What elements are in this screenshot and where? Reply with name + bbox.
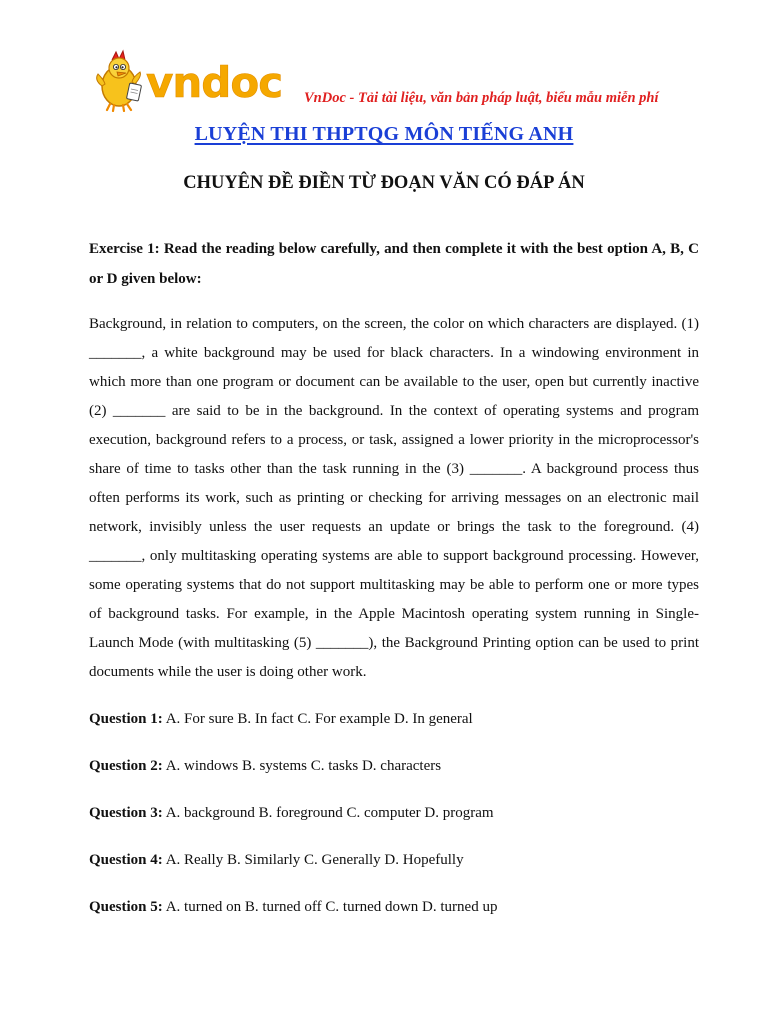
question-label: Question 4: <box>89 852 163 868</box>
question-label: Question 2: <box>89 758 163 774</box>
logo-wordmark: vndoc <box>146 58 283 107</box>
question-options: A. windows B. systems C. tasks D. characters <box>165 758 442 774</box>
exercise-heading: Exercise 1: Read the reading below carefully, and then complete it with the best option A, B, C or D given below: <box>89 241 699 287</box>
question-item <box>89 846 699 875</box>
question-options: A. background B. foreground C. computer D. program <box>165 805 494 821</box>
page-title[interactable]: LUYỆN THI THPTQG MÔN TIẾNG ANH <box>194 123 574 145</box>
question-options: A. For sure B. In fact C. For example D. In general <box>165 711 473 727</box>
question-label: Question 1: <box>89 711 163 727</box>
question-options: A. Really B. Similarly C. Generally D. Hopefully <box>165 852 464 868</box>
vndoc-logo[interactable] <box>92 46 297 112</box>
question-item <box>89 705 699 734</box>
question-options: A. turned on B. turned off C. turned down D. turned up <box>165 899 498 915</box>
question-label: Question 5: <box>89 899 163 915</box>
document-subtitle: CHUYÊN ĐỀ ĐIỀN TỪ ĐOẠN VĂN CÓ ĐÁP ÁN <box>183 173 585 193</box>
site-tagline: VnDoc - Tải tài liệu, văn bản pháp luật, biểu mẫu miễn phí <box>304 90 659 106</box>
question-item <box>89 799 699 828</box>
chicken-mascot-icon <box>97 51 142 111</box>
question-item <box>89 893 699 922</box>
page-header <box>92 46 712 112</box>
question-item <box>89 752 699 781</box>
document-body <box>89 234 699 940</box>
question-label: Question 3: <box>89 805 163 821</box>
reading-passage: Background, in relation to computers, on the screen, the color on which characters are displayed. (1) _______, a white background may be used for black characters. In a windowing environment in which more than one program or document can be available to the user, open but currently inactive (2) _______ are said to be in the background. In the context of operating systems and program execution, background refers to a process, or task, assigned a lower priority in the microprocessor's share of time to tasks other than the task running in the (3) _______. A background process thus often performs its work, such as printing or checking for arriving messages on an electronic mail network, invisibly unless the user requests an update or brings the task to the foreground. (4) _______, only multitasking operating systems are able to support background processing. However, some operating systems that do not support multitasking may be able to perform one or more types of background tasks. For example, in the Apple Macintosh operating system running in Single-Launch Mode (with multitasking (5) _______), the Background Printing option can be used to print documents while the user is doing other work. <box>89 316 699 680</box>
